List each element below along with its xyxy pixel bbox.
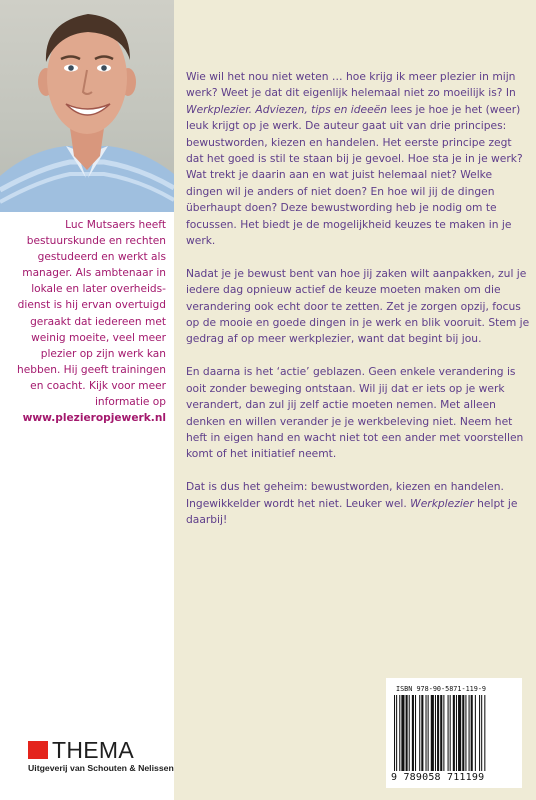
publisher-logo-square-icon (28, 741, 48, 759)
barcode-bar (428, 695, 429, 771)
barcode-bar (471, 695, 473, 771)
barcode-bar (448, 695, 449, 771)
blurb-paragraph-2: Nadat je je bewust bent van hoe jij zaken wilt aanpakken, zul je iedere dag opnieuw actief de keuze moeten maken om die verandering ook echt door te zetten. Zet je zorgen opzij, focus op de mooie en goede dingen in je werk en blik vooruit. Stem je gedrag af op meer werkplezier, want dat begint bij jou. (186, 266, 530, 346)
barcode-bar (435, 695, 436, 771)
publisher-tagline: Uitgeverij van Schouten & Nelissen (28, 763, 174, 773)
barcode-bar (479, 695, 480, 771)
blurb-text (186, 69, 532, 545)
barcode-bar (412, 695, 414, 771)
barcode-bar (396, 695, 397, 771)
book-title-italic: Werkplezier. Adviezen, tips en ideeën (186, 102, 388, 116)
isbn-digits: 9 789058 711199 (391, 772, 485, 783)
barcode-bar (437, 695, 439, 771)
author-bio (4, 217, 166, 426)
barcode-bar (484, 695, 485, 771)
barcode-bar (453, 695, 455, 771)
barcode-bar (419, 695, 420, 771)
author-photo (0, 0, 174, 212)
barcode-bar (394, 695, 395, 771)
blurb-paragraph-3: En daarna is het ‘actie’ geblazen. Geen enkele verandering is ooit zonder beweging ontstaan. Wil jij dat er iets op je werk verandert, dan zul jij zelf actie moeten nemen. Met alleen denken en willen verander je je werkbeleving niet. Neem het heft in eigen hand en wacht niet tot een ander met voorstellen komt of het initiatief neemt. (186, 365, 524, 461)
barcode-bar (456, 695, 457, 771)
publisher-name: THEMA (52, 737, 134, 763)
barcode-bar (443, 695, 444, 771)
publisher-logo (28, 737, 174, 791)
barcode-bar (475, 695, 476, 771)
author-website-link[interactable]: www.plezieropjewerk.nl (22, 412, 166, 425)
barcode-bar (465, 695, 466, 771)
author-sidebar (0, 0, 174, 800)
barcode-bar (421, 695, 423, 771)
barcode-bar (426, 695, 427, 771)
author-bio-text: Luc Mutsaers heeft bestuurskunde en rechten gestudeerd en werkt als manager. Als ambtenaar in lokale en later overheids-dienst is hij ervan overtuigd geraakt dat iedereen met weinig moeite, veel meer plezier op zijn werk kan hebben. Hij geeft trainingen en coacht. Kijk voor meer informatie op (17, 219, 166, 409)
barcode-bar (415, 695, 416, 771)
author-portrait-image (0, 0, 174, 212)
barcode-bars (394, 695, 514, 775)
blurb-paragraph-1: Wie wil het nou niet weten … hoe krijg ik meer plezier in mijn werk? Weet je dat dit eigenlijk helemaal niet zo moeilijk is? In Werkplezier. Adviezen, tips en ideeën lees je hoe je het (weer) leuk krijgt op je werk. De auteur gaat uit van drie principes: bewustworden, kiezen en handelen. Het eerste principe zegt dat het goed is stil te staan bij je gevoel. Hoe sta je in je werk? Wat trekt je daarin aan en wat juist helemaal niet? Welke dingen wil je anders of niet doen? En hoe wil jij de dingen überhaupt doen? Deze bewustwording heb je nodig om te focussen. Het biedt je de mogelijkheid keuzes te maken in je werk. (186, 70, 523, 248)
barcode-bar (462, 695, 464, 771)
barcode-bar (458, 695, 461, 771)
barcode-bar (481, 695, 482, 771)
barcode-bar (440, 695, 442, 771)
barcode-bar (431, 695, 434, 771)
blurb-paragraph-4: Dat is dus het geheim: bewustworden, kiezen en handelen. Ingewikkelder wordt het niet. Leuker wel. Werkplezier helpt je daarbij! (186, 480, 518, 526)
isbn-label: ISBN 978-90-5871-119-9 (396, 685, 487, 693)
barcode-bar (450, 695, 451, 771)
isbn-barcode (386, 678, 522, 788)
barcode-bar (401, 695, 404, 771)
book-title-italic: Werkplezier (410, 496, 474, 510)
barcode-bar (469, 695, 470, 771)
barcode-bar (406, 695, 408, 771)
barcode-bar (399, 695, 400, 771)
barcode-bar (409, 695, 410, 771)
